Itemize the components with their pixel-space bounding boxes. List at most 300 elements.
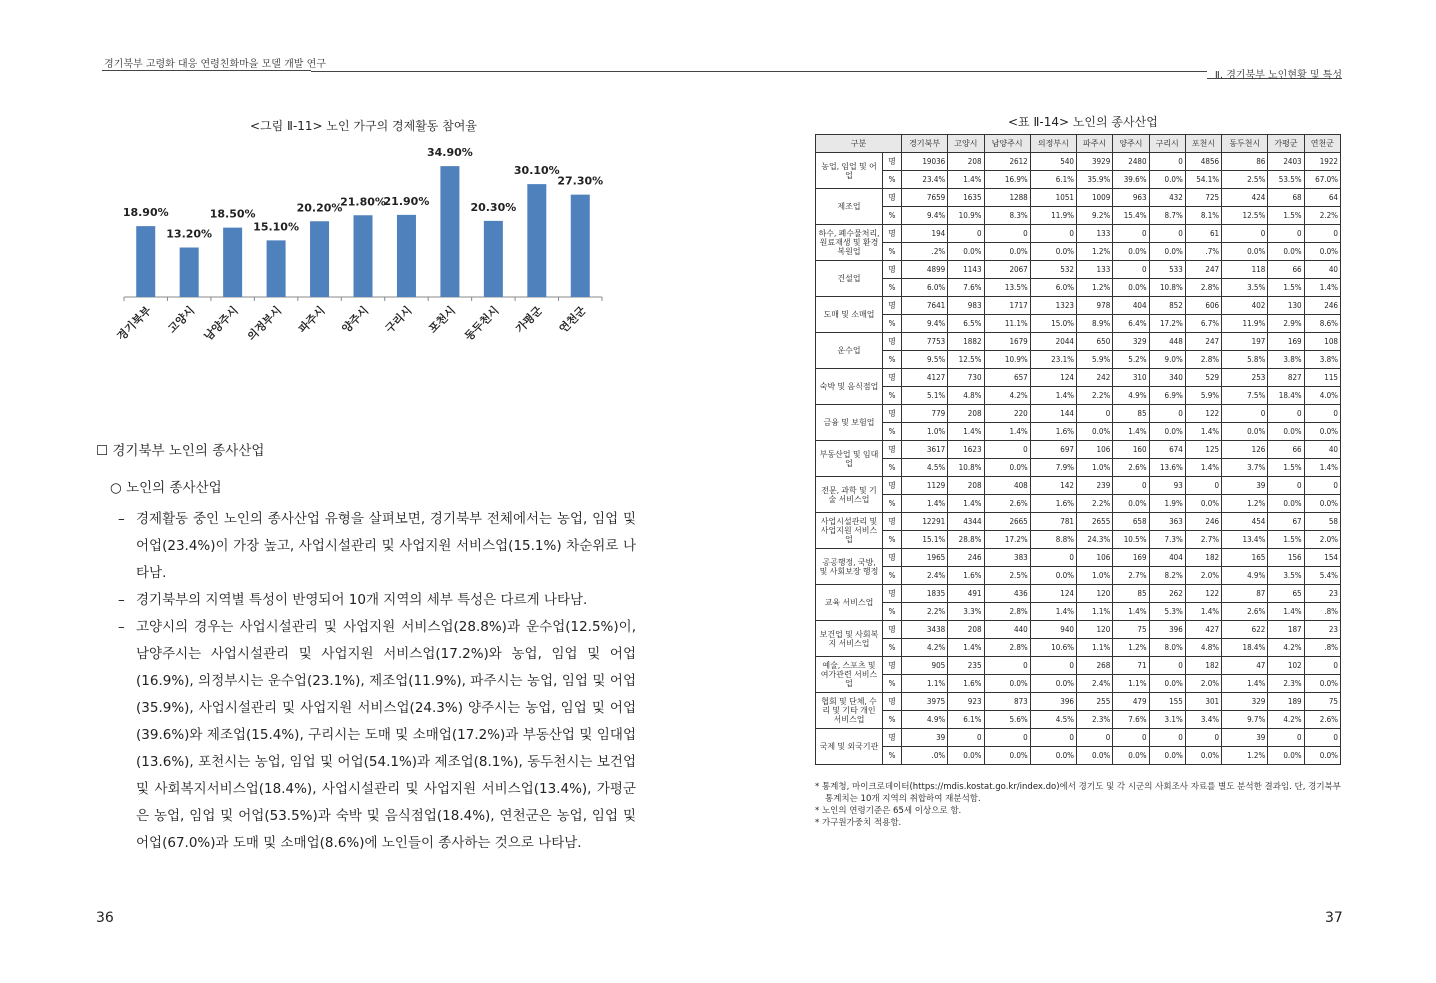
- table-cell: 1.4%: [1304, 459, 1340, 477]
- table-cell: 0.0%: [1268, 423, 1304, 441]
- table-cell: 87: [1222, 585, 1268, 603]
- table-cell: 126: [1222, 441, 1268, 459]
- row-unit: 명: [883, 549, 902, 567]
- category-label: 남양주시: [201, 303, 241, 344]
- bar: [527, 184, 546, 297]
- row-category: 전문, 과학 및 기술 서비스업: [816, 477, 883, 513]
- table-cell: 86: [1222, 153, 1268, 171]
- table-cell: 1323: [1030, 297, 1076, 315]
- table-cell: 4.9%: [1113, 387, 1149, 405]
- table-cell: 1.4%: [1113, 423, 1149, 441]
- table-cell: 6.5%: [948, 315, 984, 333]
- table-cell: 0.0%: [1149, 675, 1185, 693]
- table-cell: 12291: [902, 513, 948, 531]
- table-cell: 1.4%: [948, 495, 984, 513]
- table-cell: 0: [1304, 477, 1340, 495]
- table-cell: 246: [1304, 297, 1340, 315]
- note-1: * 통계청, 마이크로데이터(https://mdis.kostat.go.kr/index.do)에서 경기도 및 각 시군의 사회조사 자료를 별도 분석한 결과임. 단, 경기북부 통계치는 10개 지역의 취합하여 재분석함.: [815, 782, 1341, 804]
- row-unit: %: [883, 495, 902, 513]
- figure-title: <그림 Ⅱ-11> 노인 가구의 경제활동 참여율: [250, 119, 477, 133]
- table-cell: 154: [1304, 549, 1340, 567]
- table-cell: 1288: [984, 189, 1030, 207]
- table-cell: .7%: [1185, 243, 1221, 261]
- table-cell: 0.0%: [1113, 279, 1149, 297]
- table-cell: 39: [1222, 477, 1268, 495]
- page-number-right: 37: [1325, 910, 1343, 926]
- table-cell: 2044: [1030, 333, 1076, 351]
- table-cell: 1.2%: [1076, 279, 1112, 297]
- column-header: 의정부시: [1030, 135, 1076, 153]
- table-cell: 11.9%: [1030, 207, 1076, 225]
- table-cell: 11.9%: [1222, 315, 1268, 333]
- table-cell: 2612: [984, 153, 1030, 171]
- table-cell: 68: [1268, 189, 1304, 207]
- table-cell: 1.4%: [1222, 675, 1268, 693]
- table-cell: 2.0%: [1185, 567, 1221, 585]
- table-cell: 11.1%: [984, 315, 1030, 333]
- table-cell: 71: [1113, 657, 1149, 675]
- table-cell: 1922: [1304, 153, 1340, 171]
- table-cell: 2.8%: [984, 603, 1030, 621]
- table-cell: 247: [1185, 333, 1221, 351]
- table-cell: 10.5%: [1113, 531, 1149, 549]
- bar: [136, 226, 155, 297]
- table-cell: 3.8%: [1268, 351, 1304, 369]
- table-cell: 64: [1304, 189, 1340, 207]
- row-category: 하수, 폐수물처리, 원료재생 및 환경복원업: [816, 225, 883, 261]
- table-cell: 0.0%: [1030, 675, 1076, 693]
- table-cell: 2480: [1113, 153, 1149, 171]
- row-unit: %: [883, 567, 902, 585]
- table-cell: 2.2%: [902, 603, 948, 621]
- table-row: [816, 603, 1341, 621]
- table-cell: 4.2%: [902, 639, 948, 657]
- table-cell: 0.0%: [1113, 495, 1149, 513]
- data-label: 20.30%: [470, 200, 517, 214]
- table-cell: 3.5%: [1268, 567, 1304, 585]
- page-number-left: 36: [96, 910, 114, 926]
- table-row: [816, 549, 1341, 567]
- table-cell: 329: [1113, 333, 1149, 351]
- table-cell: 5.9%: [1185, 387, 1221, 405]
- row-category: 교육 서비스업: [816, 585, 883, 621]
- table-cell: 1009: [1076, 189, 1112, 207]
- table-cell: 182: [1185, 657, 1221, 675]
- table-cell: 4.2%: [1268, 639, 1304, 657]
- table-cell: 182: [1185, 549, 1221, 567]
- row-unit: 명: [883, 297, 902, 315]
- table-cell: 13.6%: [1149, 459, 1185, 477]
- row-unit: %: [883, 423, 902, 441]
- row-unit: %: [883, 639, 902, 657]
- table-cell: 1965: [902, 549, 948, 567]
- table-cell: 10.8%: [948, 459, 984, 477]
- table-row: [816, 225, 1341, 243]
- table-cell: 4.2%: [984, 387, 1030, 405]
- table-cell: 102: [1268, 657, 1304, 675]
- table-cell: 2.2%: [1076, 495, 1112, 513]
- table-cell: 1.2%: [1076, 243, 1112, 261]
- table-cell: 197: [1222, 333, 1268, 351]
- table-cell: 658: [1113, 513, 1149, 531]
- column-header: 포천시: [1185, 135, 1221, 153]
- table-cell: 106: [1076, 441, 1112, 459]
- table-cell: 54.1%: [1185, 171, 1221, 189]
- table-cell: 424: [1222, 189, 1268, 207]
- table-cell: 12.5%: [948, 351, 984, 369]
- table-cell: 540: [1030, 153, 1076, 171]
- table-cell: 125: [1185, 441, 1221, 459]
- row-unit: %: [883, 459, 902, 477]
- column-header: 구리시: [1149, 135, 1185, 153]
- row-category: 보건업 및 사회복지 서비스업: [816, 621, 883, 657]
- row-category: 사업시설관리 및 사업지원 서비스업: [816, 513, 883, 549]
- table-cell: 4856: [1185, 153, 1221, 171]
- column-header: 양주시: [1113, 135, 1149, 153]
- table-row: [816, 729, 1341, 747]
- row-unit: %: [883, 351, 902, 369]
- table-cell: 23.4%: [902, 171, 948, 189]
- data-label: 13.20%: [166, 227, 213, 241]
- table-cell: 0: [1222, 405, 1268, 423]
- table-cell: 220: [984, 405, 1030, 423]
- subsection-heading: ○ 노인의 종사산업: [110, 480, 222, 496]
- table-cell: 0: [948, 225, 984, 243]
- table-cell: 8.7%: [1149, 207, 1185, 225]
- table-cell: 8.0%: [1149, 639, 1185, 657]
- table-cell: 133: [1076, 261, 1112, 279]
- table-cell: 2.6%: [1304, 711, 1340, 729]
- table-cell: 5.6%: [984, 711, 1030, 729]
- table-cell: 8.6%: [1304, 315, 1340, 333]
- column-header: 가평군: [1268, 135, 1304, 153]
- table-cell: 124: [1030, 369, 1076, 387]
- data-label: 20.20%: [296, 201, 343, 215]
- row-category: 국제 및 외국기관: [816, 729, 883, 765]
- table-cell: 9.2%: [1076, 207, 1112, 225]
- table-row: [816, 585, 1341, 603]
- row-category: 금융 및 보험업: [816, 405, 883, 441]
- table-row: [816, 315, 1341, 333]
- table-cell: 0: [1304, 657, 1340, 675]
- table-cell: 208: [948, 477, 984, 495]
- bar: [223, 228, 242, 297]
- row-unit: 명: [883, 657, 902, 675]
- table-cell: 2067: [984, 261, 1030, 279]
- table-cell: 396: [1149, 621, 1185, 639]
- table-cell: 301: [1185, 693, 1221, 711]
- table-cell: 0.0%: [984, 675, 1030, 693]
- table-cell: 404: [1149, 549, 1185, 567]
- table-cell: 340: [1149, 369, 1185, 387]
- table-cell: 650: [1076, 333, 1112, 351]
- category-label: 경기북부: [114, 303, 154, 344]
- table-cell: 1635: [948, 189, 984, 207]
- table-cell: 1.2%: [1222, 495, 1268, 513]
- table-cell: 0.0%: [1076, 423, 1112, 441]
- table-cell: 2.2%: [1076, 387, 1112, 405]
- table-cell: 23: [1304, 621, 1340, 639]
- table-cell: 133: [1076, 225, 1112, 243]
- table-cell: 15.0%: [1030, 315, 1076, 333]
- table-cell: 28.8%: [948, 531, 984, 549]
- bullet-paragraph-2: – 경기북부의 지역별 특성이 반영되어 10개 지역의 세부 특성은 다르게 나타남.: [118, 592, 588, 608]
- table-cell: 427: [1185, 621, 1221, 639]
- table-cell: 0.0%: [1222, 243, 1268, 261]
- table-row: [816, 297, 1341, 315]
- table-cell: 1.1%: [902, 675, 948, 693]
- table-cell: 1.2%: [1113, 639, 1149, 657]
- table-notes: [815, 781, 1341, 829]
- row-unit: 명: [883, 729, 902, 747]
- data-label: 30.10%: [513, 164, 560, 178]
- table-cell: 0.0%: [1113, 747, 1149, 765]
- bar: [571, 195, 590, 297]
- table-cell: 0: [1113, 225, 1149, 243]
- table-cell: 5.3%: [1149, 603, 1185, 621]
- table-cell: 0: [984, 657, 1030, 675]
- table-cell: 606: [1185, 297, 1221, 315]
- table-cell: 329: [1222, 693, 1268, 711]
- table-cell: 0: [1076, 729, 1112, 747]
- table-cell: 1.2%: [1222, 747, 1268, 765]
- table-cell: 0: [1268, 225, 1304, 243]
- table-cell: 247: [1185, 261, 1221, 279]
- table-cell: 1.1%: [1076, 639, 1112, 657]
- table-cell: 657: [984, 369, 1030, 387]
- table-cell: 0: [1185, 729, 1221, 747]
- table-cell: 396: [1030, 693, 1076, 711]
- table-cell: 8.2%: [1149, 567, 1185, 585]
- table-cell: 905: [902, 657, 948, 675]
- table-cell: 0: [1113, 477, 1149, 495]
- column-header: 남양주시: [984, 135, 1030, 153]
- table-row: [816, 387, 1341, 405]
- table-cell: 242: [1076, 369, 1112, 387]
- table-cell: 9.4%: [902, 315, 948, 333]
- table-cell: 1.5%: [1268, 531, 1304, 549]
- row-category: 제조업: [816, 189, 883, 225]
- table-cell: 4.8%: [948, 387, 984, 405]
- table-cell: 15.1%: [902, 531, 948, 549]
- table-cell: 3.8%: [1304, 351, 1340, 369]
- row-category: 공공행정, 국방, 및 사회보장 행정: [816, 549, 883, 585]
- table-cell: 75: [1304, 693, 1340, 711]
- table-cell: 383: [984, 549, 1030, 567]
- table-cell: 1.4%: [1268, 603, 1304, 621]
- table-cell: 2403: [1268, 153, 1304, 171]
- table-cell: 67: [1268, 513, 1304, 531]
- table-cell: 7641: [902, 297, 948, 315]
- table-cell: 24.3%: [1076, 531, 1112, 549]
- table-cell: 1.6%: [948, 675, 984, 693]
- table-cell: 725: [1185, 189, 1221, 207]
- table-cell: 0: [1304, 225, 1340, 243]
- table-row: [816, 639, 1341, 657]
- table-cell: 730: [948, 369, 984, 387]
- table-cell: 208: [948, 621, 984, 639]
- table-cell: 4.9%: [902, 711, 948, 729]
- table-row: [816, 333, 1341, 351]
- table-cell: 2.8%: [1185, 279, 1221, 297]
- table-row: [816, 189, 1341, 207]
- table-cell: 1882: [948, 333, 984, 351]
- table-cell: 0.0%: [1268, 243, 1304, 261]
- table-cell: 239: [1076, 477, 1112, 495]
- table-cell: 6.1%: [948, 711, 984, 729]
- table-cell: 4899: [902, 261, 948, 279]
- table-cell: 6.0%: [1030, 279, 1076, 297]
- table-row: [816, 441, 1341, 459]
- body-text: [96, 438, 636, 857]
- table-cell: 0.0%: [1304, 747, 1340, 765]
- table-cell: 1.4%: [902, 495, 948, 513]
- table-cell: 194: [902, 225, 948, 243]
- data-label: 15.10%: [253, 220, 300, 234]
- table-cell: 4.9%: [1222, 567, 1268, 585]
- column-header: 구분: [816, 135, 902, 153]
- column-header: 연천군: [1304, 135, 1340, 153]
- table-cell: 1.9%: [1149, 495, 1185, 513]
- table-cell: 7.5%: [1222, 387, 1268, 405]
- table-cell: 940: [1030, 621, 1076, 639]
- table-cell: 0: [1030, 225, 1076, 243]
- table-cell: 1.5%: [1268, 459, 1304, 477]
- table-row: [816, 531, 1341, 549]
- row-category: 운수업: [816, 333, 883, 369]
- table-cell: 827: [1268, 369, 1304, 387]
- table-cell: 2655: [1076, 513, 1112, 531]
- table-cell: 0.0%: [1185, 495, 1221, 513]
- table-cell: 2.7%: [1113, 567, 1149, 585]
- table-cell: 165: [1222, 549, 1268, 567]
- table-cell: 0: [1222, 225, 1268, 243]
- table-cell: 533: [1149, 261, 1185, 279]
- table-cell: 0.0%: [1030, 243, 1076, 261]
- table-row: [816, 369, 1341, 387]
- table-cell: 2.6%: [1113, 459, 1149, 477]
- table-cell: 1.4%: [1185, 603, 1221, 621]
- table-cell: 10.8%: [1149, 279, 1185, 297]
- table-cell: 120: [1076, 621, 1112, 639]
- table-cell: 0: [1149, 657, 1185, 675]
- table-cell: 5.2%: [1113, 351, 1149, 369]
- table-row: [816, 675, 1341, 693]
- table-cell: 0: [1113, 729, 1149, 747]
- table-cell: 0.0%: [1268, 747, 1304, 765]
- table-cell: 0.0%: [1149, 171, 1185, 189]
- table-cell: 408: [984, 477, 1030, 495]
- table-cell: 1.6%: [948, 567, 984, 585]
- table-cell: 8.9%: [1076, 315, 1112, 333]
- occupation-industry-table: [815, 134, 1341, 765]
- table-cell: 16.9%: [984, 171, 1030, 189]
- table-row: [816, 495, 1341, 513]
- table-cell: 10.9%: [984, 351, 1030, 369]
- table-cell: 124: [1030, 585, 1076, 603]
- table-cell: 7.3%: [1149, 531, 1185, 549]
- table-row: [816, 477, 1341, 495]
- table-cell: 0: [1149, 153, 1185, 171]
- table-cell: 0: [1149, 729, 1185, 747]
- running-header-left: 경기북부 고령화 대응 연령친화마을 모델 개발 연구: [104, 59, 326, 70]
- table-title: <표 Ⅱ-14> 노인의 종사산업: [1008, 115, 1158, 129]
- table-cell: 1.0%: [902, 423, 948, 441]
- data-label: 18.50%: [209, 207, 256, 221]
- row-unit: %: [883, 171, 902, 189]
- table-cell: 9.5%: [902, 351, 948, 369]
- table-row: [816, 693, 1341, 711]
- table-cell: 58: [1304, 513, 1340, 531]
- row-category: 농업, 임업 및 어업: [816, 153, 883, 189]
- table-cell: 13.5%: [984, 279, 1030, 297]
- table-cell: 156: [1268, 549, 1304, 567]
- column-header: 파주시: [1076, 135, 1112, 153]
- row-category: 협회 및 단체, 수리 및 기타 개인 서비스업: [816, 693, 883, 729]
- table-cell: 0: [1149, 225, 1185, 243]
- table-cell: 0.0%: [948, 243, 984, 261]
- table-cell: 3617: [902, 441, 948, 459]
- table-cell: 1.4%: [948, 423, 984, 441]
- category-label: 구리시: [382, 303, 415, 336]
- note-3: * 가구원가중치 적용함.: [815, 818, 902, 828]
- section-heading: ☐ 경기북부 노인의 종사산업: [96, 443, 265, 459]
- table-cell: 1.4%: [1185, 423, 1221, 441]
- row-unit: %: [883, 207, 902, 225]
- table-cell: 3.5%: [1222, 279, 1268, 297]
- table-cell: 2.4%: [902, 567, 948, 585]
- table-cell: 40: [1304, 261, 1340, 279]
- table-cell: 8.3%: [984, 207, 1030, 225]
- category-label: 포천시: [426, 303, 459, 336]
- table-cell: 17.2%: [984, 531, 1030, 549]
- table-cell: 3438: [902, 621, 948, 639]
- table-cell: 0.0%: [1268, 495, 1304, 513]
- table-cell: 35.9%: [1076, 171, 1112, 189]
- table-cell: .8%: [1304, 639, 1340, 657]
- table-cell: 2.6%: [1222, 603, 1268, 621]
- table-cell: 144: [1030, 405, 1076, 423]
- table-cell: 0: [948, 729, 984, 747]
- table-cell: 0.0%: [984, 243, 1030, 261]
- bar: [310, 221, 329, 297]
- table-cell: 40: [1304, 441, 1340, 459]
- table-cell: 253: [1222, 369, 1268, 387]
- table-cell: 3.1%: [1149, 711, 1185, 729]
- data-label: 18.90%: [122, 206, 169, 220]
- table-cell: 1.5%: [1268, 279, 1304, 297]
- table-row: [816, 261, 1341, 279]
- table-cell: 18.4%: [1222, 639, 1268, 657]
- table-cell: 208: [948, 405, 984, 423]
- table-cell: 0.0%: [1113, 243, 1149, 261]
- table-cell: 2.6%: [984, 495, 1030, 513]
- table-row: [816, 171, 1341, 189]
- column-header: 고양시: [948, 135, 984, 153]
- column-header: 동두천시: [1222, 135, 1268, 153]
- table-cell: 779: [902, 405, 948, 423]
- table-cell: 0.0%: [948, 747, 984, 765]
- table-cell: 440: [984, 621, 1030, 639]
- table-cell: 39: [902, 729, 948, 747]
- table-cell: 9.0%: [1149, 351, 1185, 369]
- table-cell: 7.6%: [1113, 711, 1149, 729]
- table-cell: 169: [1268, 333, 1304, 351]
- table-row: [816, 423, 1341, 441]
- table-cell: 18.4%: [1268, 387, 1304, 405]
- table-cell: .2%: [902, 243, 948, 261]
- bar: [397, 215, 416, 297]
